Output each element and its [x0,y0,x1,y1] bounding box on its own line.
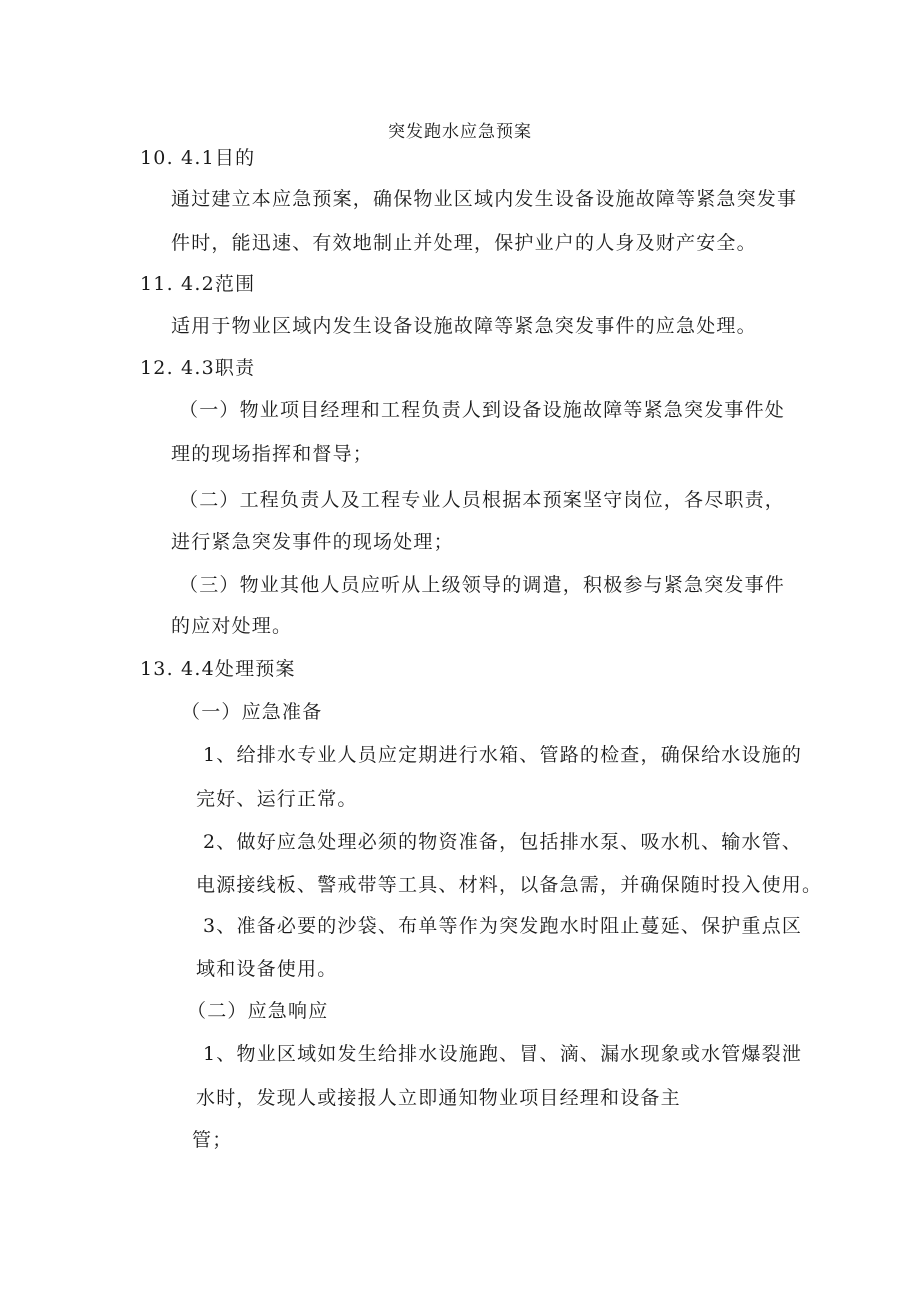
list-item-line: 完好、运行正常。 [196,788,358,810]
list-item-line: 管； [192,1129,233,1151]
paragraph-line: 通过建立本应急预案，确保物业区域内发生设备设施故障等紧急突发事 [171,188,798,210]
paragraph-line: 件时，能迅速、有效地制止并处理，保护业户的人身及财产安全。 [171,232,757,254]
paragraph-line: （二）工程负责人及工程专业人员根据本预案坚守岗位，各尽职责， [179,489,786,511]
list-item-line: 1、给排水专业人员应定期进行水箱、管路的检查，确保给水设施的 [203,744,803,766]
section-heading-13: 13. 4.4处理预案 [140,658,296,680]
paragraph-line: 适用于物业区域内发生设备设施故障等紧急突发事件的应急处理。 [171,315,757,337]
list-item-line: 3、准备必要的沙袋、布单等作为突发跑水时阻止蔓延、保护重点区 [203,915,803,937]
document-title: 突发跑水应急预案 [388,122,532,142]
paragraph-line: 进行紧急突发事件的现场处理； [171,531,454,553]
paragraph-line: 的应对处理。 [171,615,293,637]
section-heading-10: 10. 4.1目的 [140,147,256,169]
list-item-line: 水时，发现人或接报人立即通知物业项目经理和设备主 [196,1087,681,1109]
section-heading-11: 11. 4.2范围 [140,273,256,295]
section-heading-12: 12. 4.3职责 [140,357,256,379]
list-item-line: 1、物业区域如发生给排水设施跑、冒、滴、漏水现象或水管爆裂泄 [203,1043,803,1065]
list-item-line: 域和设备使用。 [196,958,338,980]
paragraph-line: 理的现场指挥和督导； [171,443,374,465]
paragraph-line: （一）物业项目经理和工程负责人到设备设施故障等紧急突发事件处 [179,399,786,421]
list-item-line: 2、做好应急处理必须的物资准备，包括排水泵、吸水机、输水管、 [203,831,803,853]
subsection-heading: （二）应急响应 [187,1000,329,1022]
paragraph-line: （三）物业其他人员应听从上级领导的调遣，积极参与紧急突发事件 [179,574,786,596]
subsection-heading: （一）应急准备 [181,701,323,723]
list-item-line: 电源接线板、警戒带等工具、材料，以备急需，并确保随时投入使用。 [196,874,823,896]
